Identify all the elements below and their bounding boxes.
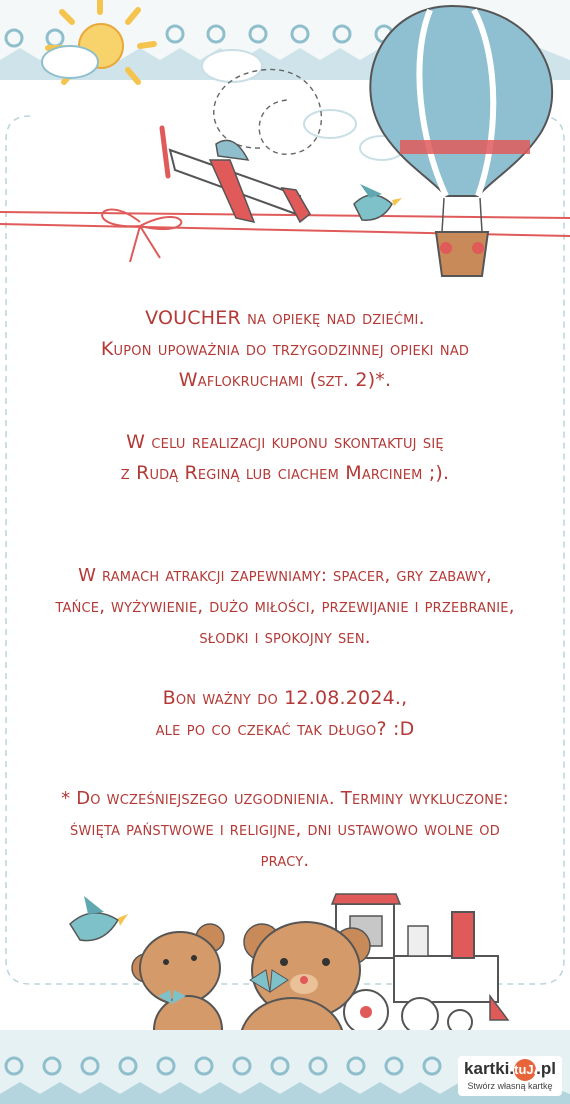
voucher-text-line: Waflokruchami (szt. 2)*. — [178, 369, 392, 391]
footnote-text-line: pracy. — [260, 850, 310, 871]
validity-text-line: Bon ważny do 12.08.2024., — [162, 687, 408, 709]
voucher-text-line: Kupon upoważnia do trzygodzinnej opieki nad — [100, 338, 470, 360]
attractions-text-line: W ramach atrakcji zapewniamy: spacer, gry zabawy, — [78, 565, 492, 586]
airplane-icon — [162, 128, 310, 222]
bird-icon — [354, 184, 402, 220]
logo-brand — [458, 1058, 562, 1081]
attractions-text-line: słodki i spokojny sen. — [199, 627, 371, 648]
voucher-title-line: VOUCHER na opiekę nad dziećmi. — [145, 307, 425, 329]
attractions-info — [0, 560, 570, 653]
contact-info — [0, 427, 570, 489]
logo-brand-suffix: .pl — [536, 1059, 556, 1078]
bird-icon — [70, 896, 128, 941]
footnote — [0, 783, 570, 876]
voucher-intro — [0, 303, 570, 396]
kartki-logo[interactable] — [458, 1056, 562, 1096]
footnote-text-line: * Do wcześniejszego uzgodnienia. Terminy wykluczone: — [61, 788, 509, 809]
validity-text-line: ale po co czekać tak długo? :D — [155, 718, 415, 740]
contact-text-line: z Rudą Reginą lub ciachem Marcinem ;). — [120, 462, 450, 484]
logo-brand-mark: tuJA — [514, 1059, 536, 1081]
logo-brand-prefix: kartki. — [464, 1059, 515, 1078]
contact-text-line: W celu realizacji kuponu skontaktuj się — [126, 431, 444, 453]
attractions-text-line: tańce, wyżywienie, dużo miłości, przewijanie i przebranie, — [55, 596, 515, 617]
validity-info — [0, 683, 570, 745]
footnote-text-line: święta państwowe i religijne, dni ustawowo wolne od — [70, 819, 500, 840]
logo-tagline: Stwórz własną kartkę — [467, 1081, 553, 1091]
